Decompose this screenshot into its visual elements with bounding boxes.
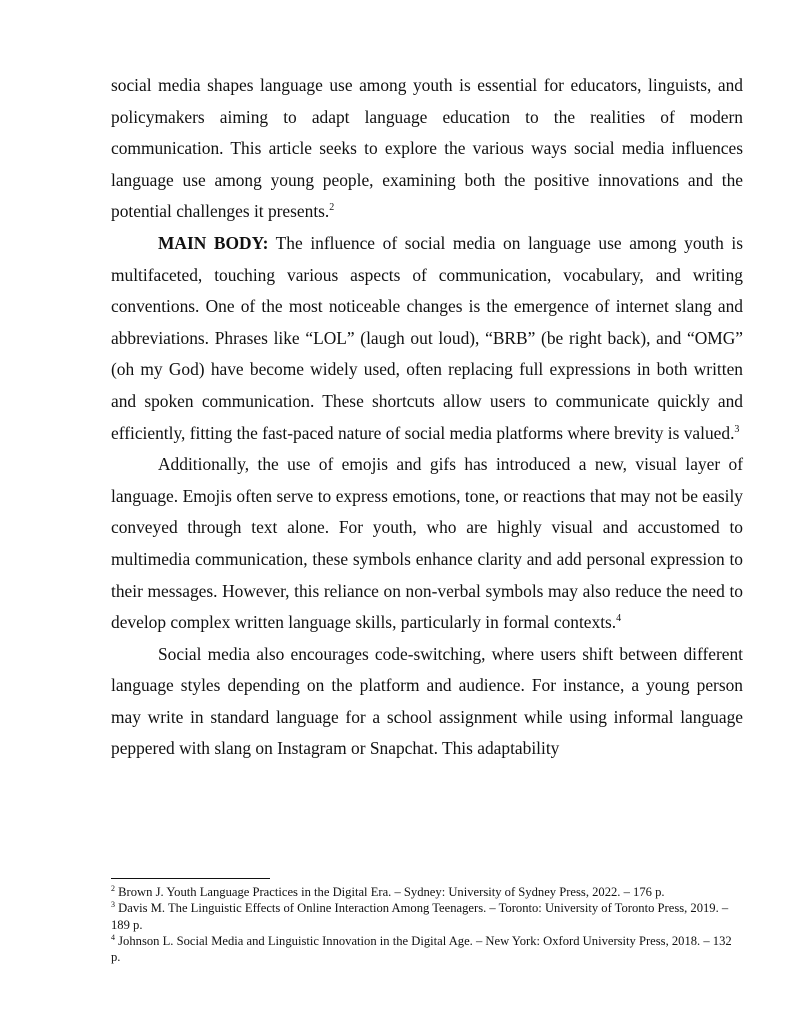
paragraph-code-switching bbox=[111, 639, 743, 765]
paragraph-text: social media shapes language use among youth is essential for educators, linguists, and policymakers aiming to adapt language education to the realities of modern communication. This article seeks to explore the various ways social media influences language use among young people, examining both the positive innovations and the potential challenges it presents. bbox=[111, 75, 743, 222]
footnote-text: Davis M. The Linguistic Effects of Online Interaction Among Teenagers. – Toronto: University of Toronto Press, 2019. – 189 p. bbox=[111, 901, 729, 932]
footnote-item bbox=[111, 900, 741, 933]
footnote-divider bbox=[111, 878, 270, 879]
paragraph-text: Social media also encourages code-switching, where users shift between different language styles depending on the platform and audience. For instance, a young person may write in standard language for a school assignment while using informal language peppered with slang on Instagram or Snapchat. This adaptability bbox=[111, 643, 743, 759]
section-heading-main-body: MAIN BODY: bbox=[158, 232, 269, 253]
footnote-item bbox=[111, 933, 741, 966]
footnotes-section bbox=[111, 878, 741, 965]
footnote-ref: 4 bbox=[616, 613, 622, 625]
footnote-text: Brown J. Youth Language Practices in the Digital Era. – Sydney: University of Sydney Press, 2022. – 176 p. bbox=[118, 885, 665, 899]
footnote-ref: 2 bbox=[329, 202, 335, 214]
paragraph-emojis bbox=[111, 449, 743, 639]
footnote-text: Johnson L. Social Media and Linguistic Innovation in the Digital Age. – New York: Oxford University Press, 2018. – 132 p. bbox=[111, 933, 732, 965]
footnote-number: 3 bbox=[111, 900, 115, 910]
paragraph-text: The influence of social media on language use among youth is multifaceted, touching various aspects of communication, vocabulary, and writing conventions. One of the most noticeable changes is the emergence of internet slang and abbreviations. Phrases like “LOL” (laugh out loud), “BRB” (be right back), and “OMG” (oh my God) have become widely used, often replacing full expressions in both written and spoken communication. These shortcuts allow users to communicate quickly and efficiently, fitting the fast-paced nature of social media platforms where brevity is valued. bbox=[111, 232, 743, 443]
paragraph-intro-continuation bbox=[111, 70, 743, 228]
paragraph-main-body bbox=[111, 228, 743, 449]
footnote-ref: 3 bbox=[734, 423, 740, 435]
footnote-number: 2 bbox=[111, 883, 115, 893]
paragraph-text: Additionally, the use of emojis and gifs has introduced a new, visual layer of language. Emojis often serve to express emotions, tone, or reactions that may not be easily conveyed through text alone. For youth, who are highly visual and accustomed to multimedia communication, these symbols enhance clarity and add personal expression to their messages. However, this reliance on non-verbal symbols may also reduce the need to develop complex written language skills, particularly in formal contexts. bbox=[111, 454, 743, 633]
footnote-number: 4 bbox=[111, 932, 115, 942]
footnote-item bbox=[111, 884, 741, 900]
document-body bbox=[111, 70, 743, 765]
